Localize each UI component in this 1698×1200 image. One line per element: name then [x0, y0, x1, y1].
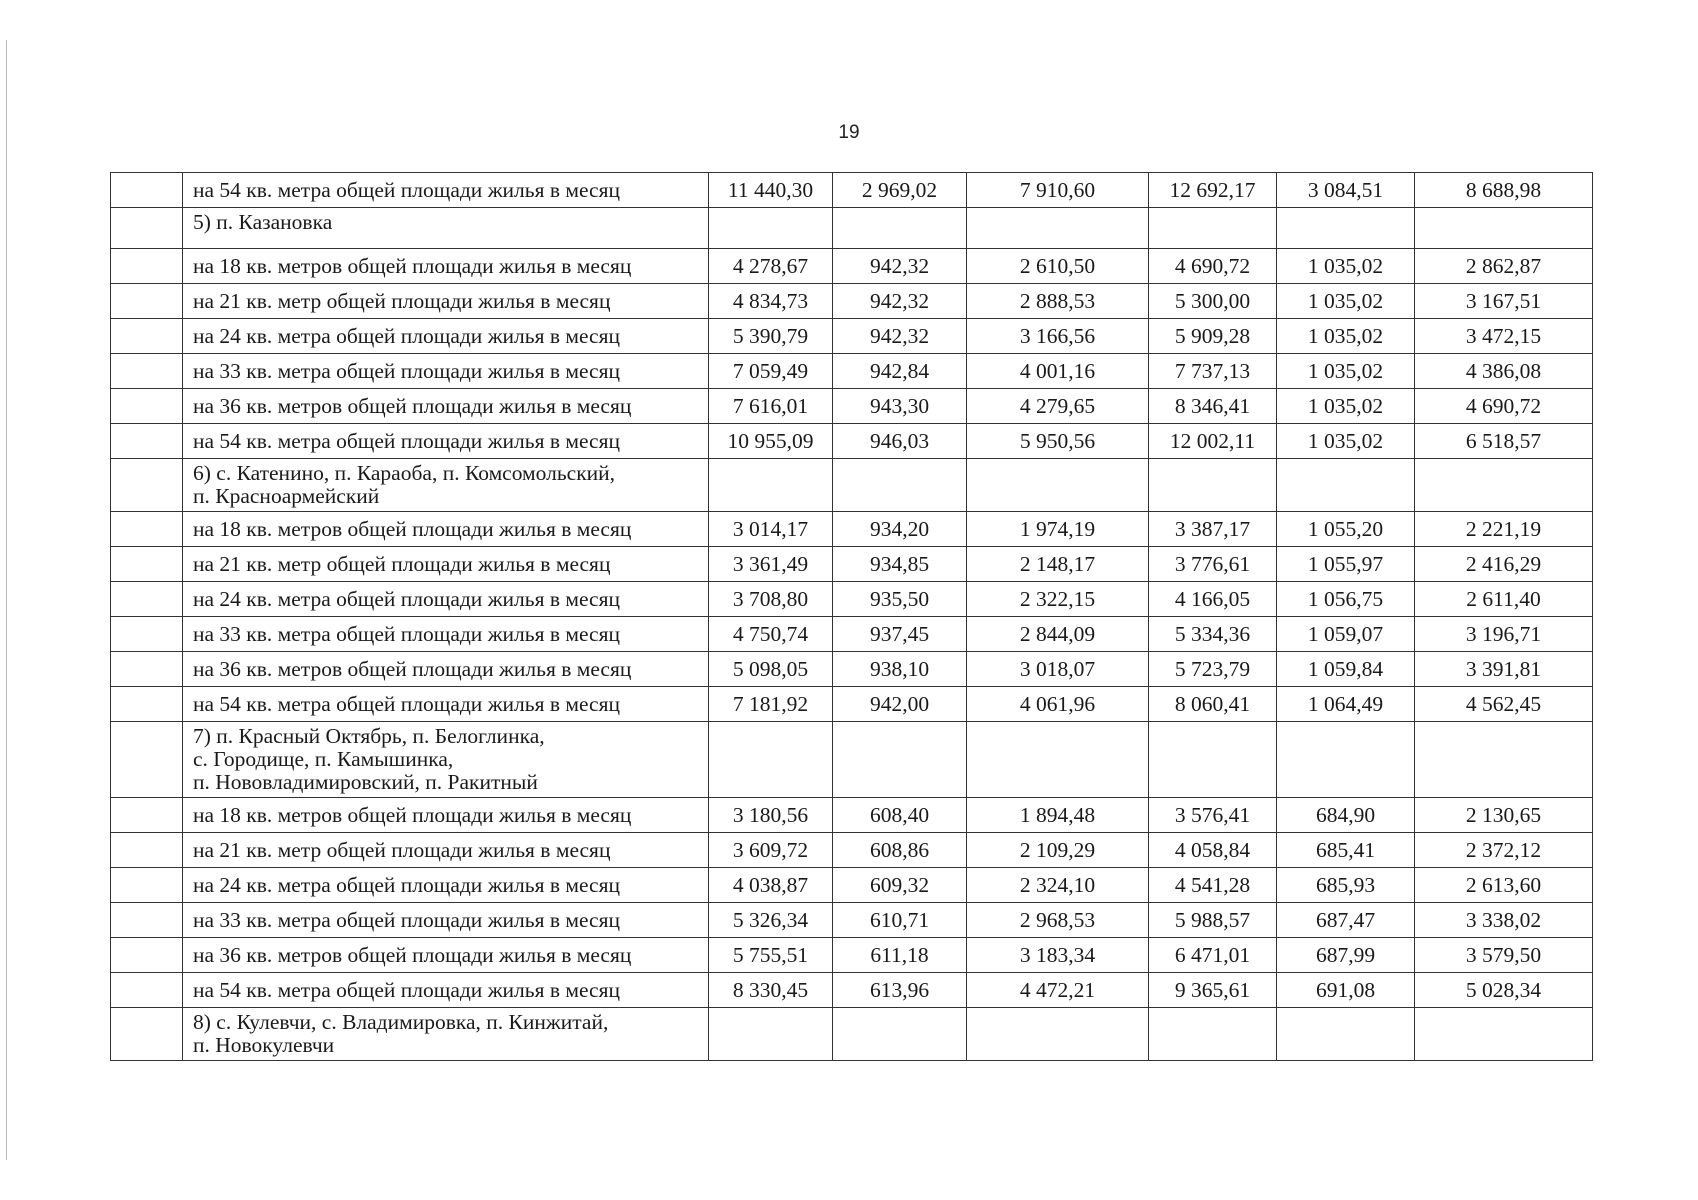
- row-number-cell: [111, 319, 183, 354]
- value-cell: [709, 459, 833, 512]
- section-title-cell: [183, 459, 709, 512]
- table-row: [111, 424, 1593, 459]
- value-cell: 8 330,45: [709, 973, 833, 1008]
- value-cell: 611,18: [833, 938, 967, 973]
- section-header-row: [111, 208, 1593, 249]
- value-cell: 4 061,96: [967, 687, 1149, 722]
- housing-area-label: на 24 кв. метра общей площади жилья в месяц: [183, 582, 709, 617]
- housing-area-label: на 36 кв. метров общей площади жилья в месяц: [183, 389, 709, 424]
- row-number-cell: [111, 687, 183, 722]
- table-body: [111, 173, 1593, 1061]
- value-cell: 8 346,41: [1149, 389, 1277, 424]
- value-cell: 3 472,15: [1415, 319, 1593, 354]
- value-cell: 2 221,19: [1415, 512, 1593, 547]
- housing-area-label: на 21 кв. метр общей площади жилья в месяц: [183, 284, 709, 319]
- value-cell: 1 894,48: [967, 798, 1149, 833]
- value-cell: 3 387,17: [1149, 512, 1277, 547]
- section-title-cell: [183, 1008, 709, 1061]
- table-row: [111, 249, 1593, 284]
- housing-area-label: на 21 кв. метр общей площади жилья в месяц: [183, 547, 709, 582]
- value-cell: 1 059,07: [1277, 617, 1415, 652]
- value-cell: 938,10: [833, 652, 967, 687]
- value-cell: 3 579,50: [1415, 938, 1593, 973]
- value-cell: 685,41: [1277, 833, 1415, 868]
- section-title-line: п. Новокулевчи: [193, 1033, 335, 1057]
- value-cell: 610,71: [833, 903, 967, 938]
- table-row: [111, 512, 1593, 547]
- value-cell: 1 035,02: [1277, 319, 1415, 354]
- value-cell: 7 910,60: [967, 173, 1149, 208]
- table-row: [111, 687, 1593, 722]
- value-cell: 937,45: [833, 617, 967, 652]
- table-row: [111, 319, 1593, 354]
- value-cell: 942,00: [833, 687, 967, 722]
- value-cell: 942,32: [833, 319, 967, 354]
- housing-area-label: на 36 кв. метров общей площади жилья в месяц: [183, 938, 709, 973]
- value-cell: 613,96: [833, 973, 967, 1008]
- value-cell: 1 055,97: [1277, 547, 1415, 582]
- value-cell: [709, 722, 833, 798]
- row-number-cell: [111, 868, 183, 903]
- row-number-cell: [111, 652, 183, 687]
- table-row: [111, 903, 1593, 938]
- value-cell: [1149, 208, 1277, 249]
- value-cell: 4 166,05: [1149, 582, 1277, 617]
- value-cell: 8 060,41: [1149, 687, 1277, 722]
- value-cell: 1 055,20: [1277, 512, 1415, 547]
- value-cell: 9 365,61: [1149, 973, 1277, 1008]
- housing-area-label: на 18 кв. метров общей площади жилья в месяц: [183, 249, 709, 284]
- value-cell: 3 183,34: [967, 938, 1149, 973]
- housing-area-label: на 54 кв. метра общей площади жилья в месяц: [183, 424, 709, 459]
- value-cell: 5 950,56: [967, 424, 1149, 459]
- row-number-cell: [111, 582, 183, 617]
- value-cell: 3 014,17: [709, 512, 833, 547]
- value-cell: 5 988,57: [1149, 903, 1277, 938]
- row-number-cell: [111, 284, 183, 319]
- value-cell: 3 708,80: [709, 582, 833, 617]
- value-cell: 2 130,65: [1415, 798, 1593, 833]
- row-number-cell: [111, 617, 183, 652]
- row-number-cell: [111, 722, 183, 798]
- value-cell: 2 372,12: [1415, 833, 1593, 868]
- housing-area-label: на 54 кв. метра общей площади жилья в месяц: [183, 973, 709, 1008]
- value-cell: 3 361,49: [709, 547, 833, 582]
- value-cell: 3 576,41: [1149, 798, 1277, 833]
- value-cell: 2 416,29: [1415, 547, 1593, 582]
- value-cell: 2 844,09: [967, 617, 1149, 652]
- value-cell: 942,32: [833, 249, 967, 284]
- value-cell: 4 834,73: [709, 284, 833, 319]
- table-row: [111, 354, 1593, 389]
- row-number-cell: [111, 249, 183, 284]
- row-number-cell: [111, 354, 183, 389]
- value-cell: 7 737,13: [1149, 354, 1277, 389]
- value-cell: [833, 459, 967, 512]
- table-row: [111, 833, 1593, 868]
- table-row: [111, 868, 1593, 903]
- value-cell: 2 968,53: [967, 903, 1149, 938]
- value-cell: [1415, 1008, 1593, 1061]
- value-cell: 10 955,09: [709, 424, 833, 459]
- value-cell: 1 035,02: [1277, 249, 1415, 284]
- value-cell: 2 109,29: [967, 833, 1149, 868]
- table-row: [111, 173, 1593, 208]
- value-cell: 1 056,75: [1277, 582, 1415, 617]
- row-number-cell: [111, 798, 183, 833]
- value-cell: 4 562,45: [1415, 687, 1593, 722]
- value-cell: 12 002,11: [1149, 424, 1277, 459]
- housing-area-label: на 36 кв. метров общей площади жилья в месяц: [183, 652, 709, 687]
- value-cell: [1415, 459, 1593, 512]
- row-number-cell: [111, 547, 183, 582]
- section-header-row: [111, 1008, 1593, 1061]
- table-row: [111, 617, 1593, 652]
- value-cell: 1 035,02: [1277, 354, 1415, 389]
- value-cell: 1 035,02: [1277, 389, 1415, 424]
- value-cell: 684,90: [1277, 798, 1415, 833]
- value-cell: 4 278,67: [709, 249, 833, 284]
- value-cell: 5 723,79: [1149, 652, 1277, 687]
- housing-area-label: на 54 кв. метра общей площади жилья в месяц: [183, 687, 709, 722]
- section-title-line: 6) с. Катенино, п. Караоба, п. Комсомольский,: [193, 461, 616, 485]
- value-cell: [1277, 722, 1415, 798]
- value-cell: 1 035,02: [1277, 424, 1415, 459]
- table-row: [111, 582, 1593, 617]
- value-cell: 2 322,15: [967, 582, 1149, 617]
- section-title-line: 7) п. Красный Октябрь, п. Белоглинка,: [193, 724, 545, 748]
- table-row: [111, 284, 1593, 319]
- table-row: [111, 798, 1593, 833]
- value-cell: 2 610,50: [967, 249, 1149, 284]
- value-cell: [1149, 459, 1277, 512]
- row-number-cell: [111, 973, 183, 1008]
- value-cell: 935,50: [833, 582, 967, 617]
- housing-area-label: на 18 кв. метров общей площади жилья в месяц: [183, 798, 709, 833]
- value-cell: [967, 208, 1149, 249]
- value-cell: 3 609,72: [709, 833, 833, 868]
- housing-area-label: на 18 кв. метров общей площади жилья в месяц: [183, 512, 709, 547]
- housing-area-label: на 54 кв. метра общей площади жилья в месяц: [183, 173, 709, 208]
- row-number-cell: [111, 938, 183, 973]
- housing-area-label: на 33 кв. метра общей площади жилья в месяц: [183, 354, 709, 389]
- value-cell: 5 098,05: [709, 652, 833, 687]
- value-cell: 5 390,79: [709, 319, 833, 354]
- value-cell: [1149, 722, 1277, 798]
- value-cell: 4 038,87: [709, 868, 833, 903]
- value-cell: 5 028,34: [1415, 973, 1593, 1008]
- value-cell: 3 776,61: [1149, 547, 1277, 582]
- value-cell: 3 391,81: [1415, 652, 1593, 687]
- value-cell: 687,99: [1277, 938, 1415, 973]
- row-number-cell: [111, 1008, 183, 1061]
- value-cell: 608,40: [833, 798, 967, 833]
- value-cell: 5 909,28: [1149, 319, 1277, 354]
- row-number-cell: [111, 173, 183, 208]
- value-cell: 4 058,84: [1149, 833, 1277, 868]
- value-cell: [967, 722, 1149, 798]
- value-cell: [833, 722, 967, 798]
- housing-area-label: на 33 кв. метра общей площади жилья в месяц: [183, 617, 709, 652]
- value-cell: 3 196,71: [1415, 617, 1593, 652]
- value-cell: 5 300,00: [1149, 284, 1277, 319]
- value-cell: 1 974,19: [967, 512, 1149, 547]
- table-row: [111, 973, 1593, 1008]
- scan-edge-line: [6, 40, 7, 1160]
- value-cell: 7 181,92: [709, 687, 833, 722]
- value-cell: 8 688,98: [1415, 173, 1593, 208]
- value-cell: 7 059,49: [709, 354, 833, 389]
- value-cell: 6 518,57: [1415, 424, 1593, 459]
- value-cell: 1 035,02: [1277, 284, 1415, 319]
- value-cell: 7 616,01: [709, 389, 833, 424]
- value-cell: 4 750,74: [709, 617, 833, 652]
- value-cell: [1415, 722, 1593, 798]
- value-cell: 3 167,51: [1415, 284, 1593, 319]
- value-cell: [1277, 208, 1415, 249]
- value-cell: 943,30: [833, 389, 967, 424]
- value-cell: 609,32: [833, 868, 967, 903]
- value-cell: 1 064,49: [1277, 687, 1415, 722]
- tariff-table: [110, 172, 1593, 1061]
- value-cell: 934,20: [833, 512, 967, 547]
- value-cell: [833, 208, 967, 249]
- table-row: [111, 547, 1593, 582]
- section-title-line: п. Нововладимировский, п. Ракитный: [193, 770, 538, 794]
- value-cell: 608,86: [833, 833, 967, 868]
- section-title-cell: [183, 208, 709, 249]
- housing-area-label: на 33 кв. метра общей площади жилья в месяц: [183, 903, 709, 938]
- value-cell: 5 326,34: [709, 903, 833, 938]
- value-cell: 3 084,51: [1277, 173, 1415, 208]
- value-cell: [1277, 459, 1415, 512]
- value-cell: [1149, 1008, 1277, 1061]
- section-header-row: [111, 722, 1593, 798]
- value-cell: 3 338,02: [1415, 903, 1593, 938]
- table-row: [111, 389, 1593, 424]
- value-cell: 2 148,17: [967, 547, 1149, 582]
- value-cell: 2 862,87: [1415, 249, 1593, 284]
- value-cell: 942,32: [833, 284, 967, 319]
- row-number-cell: [111, 903, 183, 938]
- page-number: 19: [838, 122, 860, 143]
- value-cell: 3 018,07: [967, 652, 1149, 687]
- section-title-cell: [183, 722, 709, 798]
- value-cell: 946,03: [833, 424, 967, 459]
- value-cell: 6 471,01: [1149, 938, 1277, 973]
- table-row: [111, 938, 1593, 973]
- value-cell: 2 969,02: [833, 173, 967, 208]
- value-cell: 687,47: [1277, 903, 1415, 938]
- value-cell: 11 440,30: [709, 173, 833, 208]
- value-cell: 12 692,17: [1149, 173, 1277, 208]
- value-cell: 5 334,36: [1149, 617, 1277, 652]
- value-cell: 2 611,40: [1415, 582, 1593, 617]
- value-cell: 5 755,51: [709, 938, 833, 973]
- value-cell: 3 180,56: [709, 798, 833, 833]
- value-cell: 934,85: [833, 547, 967, 582]
- value-cell: 4 279,65: [967, 389, 1149, 424]
- value-cell: 691,08: [1277, 973, 1415, 1008]
- row-number-cell: [111, 208, 183, 249]
- value-cell: 4 690,72: [1149, 249, 1277, 284]
- value-cell: [967, 1008, 1149, 1061]
- row-number-cell: [111, 512, 183, 547]
- value-cell: 2 613,60: [1415, 868, 1593, 903]
- value-cell: [967, 459, 1149, 512]
- section-title-line: п. Красноармейский: [193, 484, 380, 508]
- value-cell: 1 059,84: [1277, 652, 1415, 687]
- value-cell: 4 386,08: [1415, 354, 1593, 389]
- section-header-row: [111, 459, 1593, 512]
- housing-area-label: на 21 кв. метр общей площади жилья в месяц: [183, 833, 709, 868]
- value-cell: [1277, 1008, 1415, 1061]
- housing-area-label: на 24 кв. метра общей площади жилья в месяц: [183, 319, 709, 354]
- row-number-cell: [111, 459, 183, 512]
- value-cell: 4 472,21: [967, 973, 1149, 1008]
- value-cell: [833, 1008, 967, 1061]
- row-number-cell: [111, 389, 183, 424]
- row-number-cell: [111, 424, 183, 459]
- value-cell: 685,93: [1277, 868, 1415, 903]
- value-cell: 4 541,28: [1149, 868, 1277, 903]
- value-cell: 2 324,10: [967, 868, 1149, 903]
- value-cell: [1415, 208, 1593, 249]
- value-cell: 4 690,72: [1415, 389, 1593, 424]
- value-cell: 3 166,56: [967, 319, 1149, 354]
- table-row: [111, 652, 1593, 687]
- section-title-line: 8) с. Кулевчи, с. Владимировка, п. Кинжитай,: [193, 1010, 609, 1034]
- value-cell: 2 888,53: [967, 284, 1149, 319]
- value-cell: 4 001,16: [967, 354, 1149, 389]
- section-title-line: 5) п. Казановка: [193, 210, 333, 234]
- value-cell: 942,84: [833, 354, 967, 389]
- section-title-line: с. Городище, п. Камышинка,: [193, 747, 454, 771]
- value-cell: [709, 1008, 833, 1061]
- value-cell: [709, 208, 833, 249]
- housing-area-label: на 24 кв. метра общей площади жилья в месяц: [183, 868, 709, 903]
- row-number-cell: [111, 833, 183, 868]
